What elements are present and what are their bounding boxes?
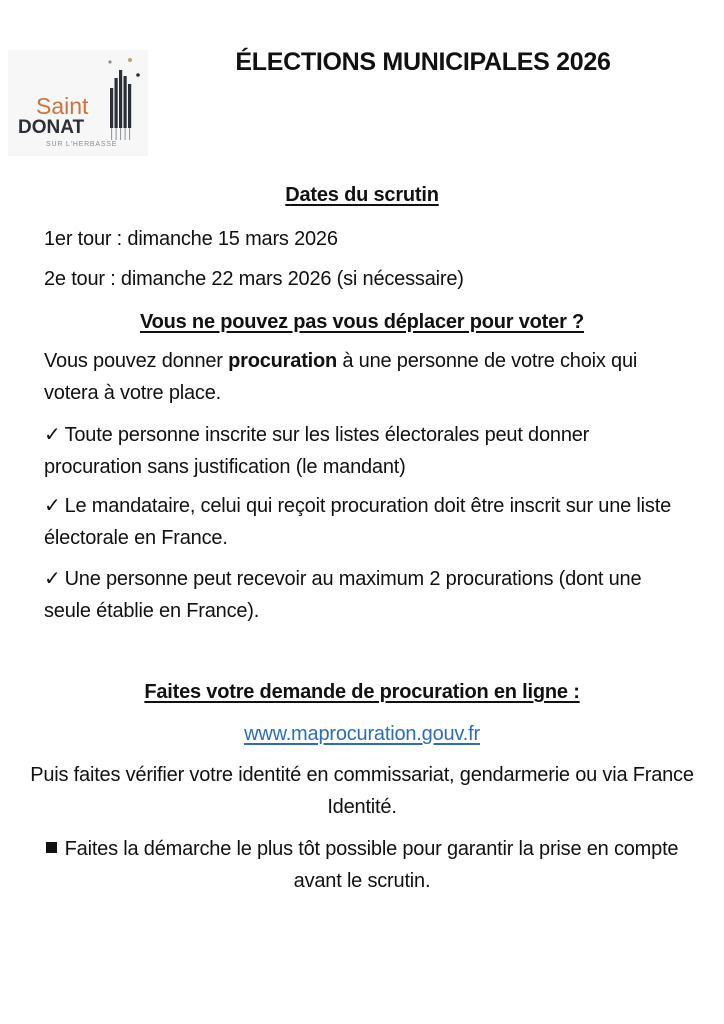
logo-bar: [110, 88, 113, 128]
logo-text-donat: DONAT: [18, 117, 85, 138]
proxy-bullet-text: Le mandataire, celui qui reçoit procuration doit être inscrit sur une liste électorale en France.: [44, 495, 671, 549]
logo-text-subtitle: SUR L'HERBASSE: [46, 141, 118, 148]
document-title: ÉLECTIONS MUNICIPALES 2026: [235, 48, 611, 76]
link-paragraph: [20, 718, 704, 750]
proxy-intro: [44, 345, 684, 409]
logo-dot: [128, 58, 132, 62]
proxy-intro-end: à une personne de votre choix qui votera à votre place.: [44, 350, 638, 404]
proxy-bullet: [44, 490, 684, 554]
checkmark-icon: ✓: [44, 424, 61, 446]
proxy-intro-start: Vous pouvez donner: [44, 350, 229, 372]
logo-bar: [128, 84, 131, 128]
municipality-logo: [8, 50, 148, 156]
online-heading: Faites votre demande de procuration en ligne :: [144, 681, 580, 703]
logo-dot: [108, 60, 111, 63]
second-round-date: 2e tour : dimanche 22 mars 2026 (si nécessaire): [44, 268, 464, 290]
early-action-tip-text: Faites la démarche le plus tôt possible pour garantir la prise en compte avant le scrutin.: [64, 838, 679, 892]
logo-text-saint: Saint: [36, 93, 89, 119]
procuration-website-link[interactable]: www.maprocuration.gouv.fr: [244, 723, 480, 745]
checkmark-icon: ✓: [44, 568, 61, 590]
proxy-heading: Vous ne pouvez pas vous déplacer pour voter ?: [139, 311, 585, 333]
logo-bar: [119, 70, 122, 128]
first-round-date: 1er tour : dimanche 15 mars 2026: [44, 228, 338, 250]
proxy-bullet: [44, 563, 684, 627]
dates-heading: Dates du scrutin: [285, 184, 439, 206]
early-action-tip: [20, 833, 704, 897]
logo-dot: [136, 73, 140, 77]
square-bullet-icon: [46, 842, 57, 853]
proxy-bullet-text: Une personne peut recevoir au maximum 2 procurations (dont une seule établie en France).: [44, 568, 642, 622]
proxy-bullet: [44, 419, 684, 483]
proxy-intro-bold: procuration: [228, 350, 338, 372]
proxy-bullet-text: Toute personne inscrite sur les listes électorales peut donner procuration sans justification (le mandant): [44, 424, 590, 478]
logo-bar: [124, 76, 127, 128]
logo-fringe: [112, 128, 130, 140]
checkmark-icon: ✓: [44, 495, 61, 517]
logo-graphic: [8, 50, 148, 156]
logo-bar: [115, 78, 118, 128]
identity-verification-text: Puis faites vérifier votre identité en commissariat, gendarmerie ou via France Identité.: [30, 764, 694, 818]
